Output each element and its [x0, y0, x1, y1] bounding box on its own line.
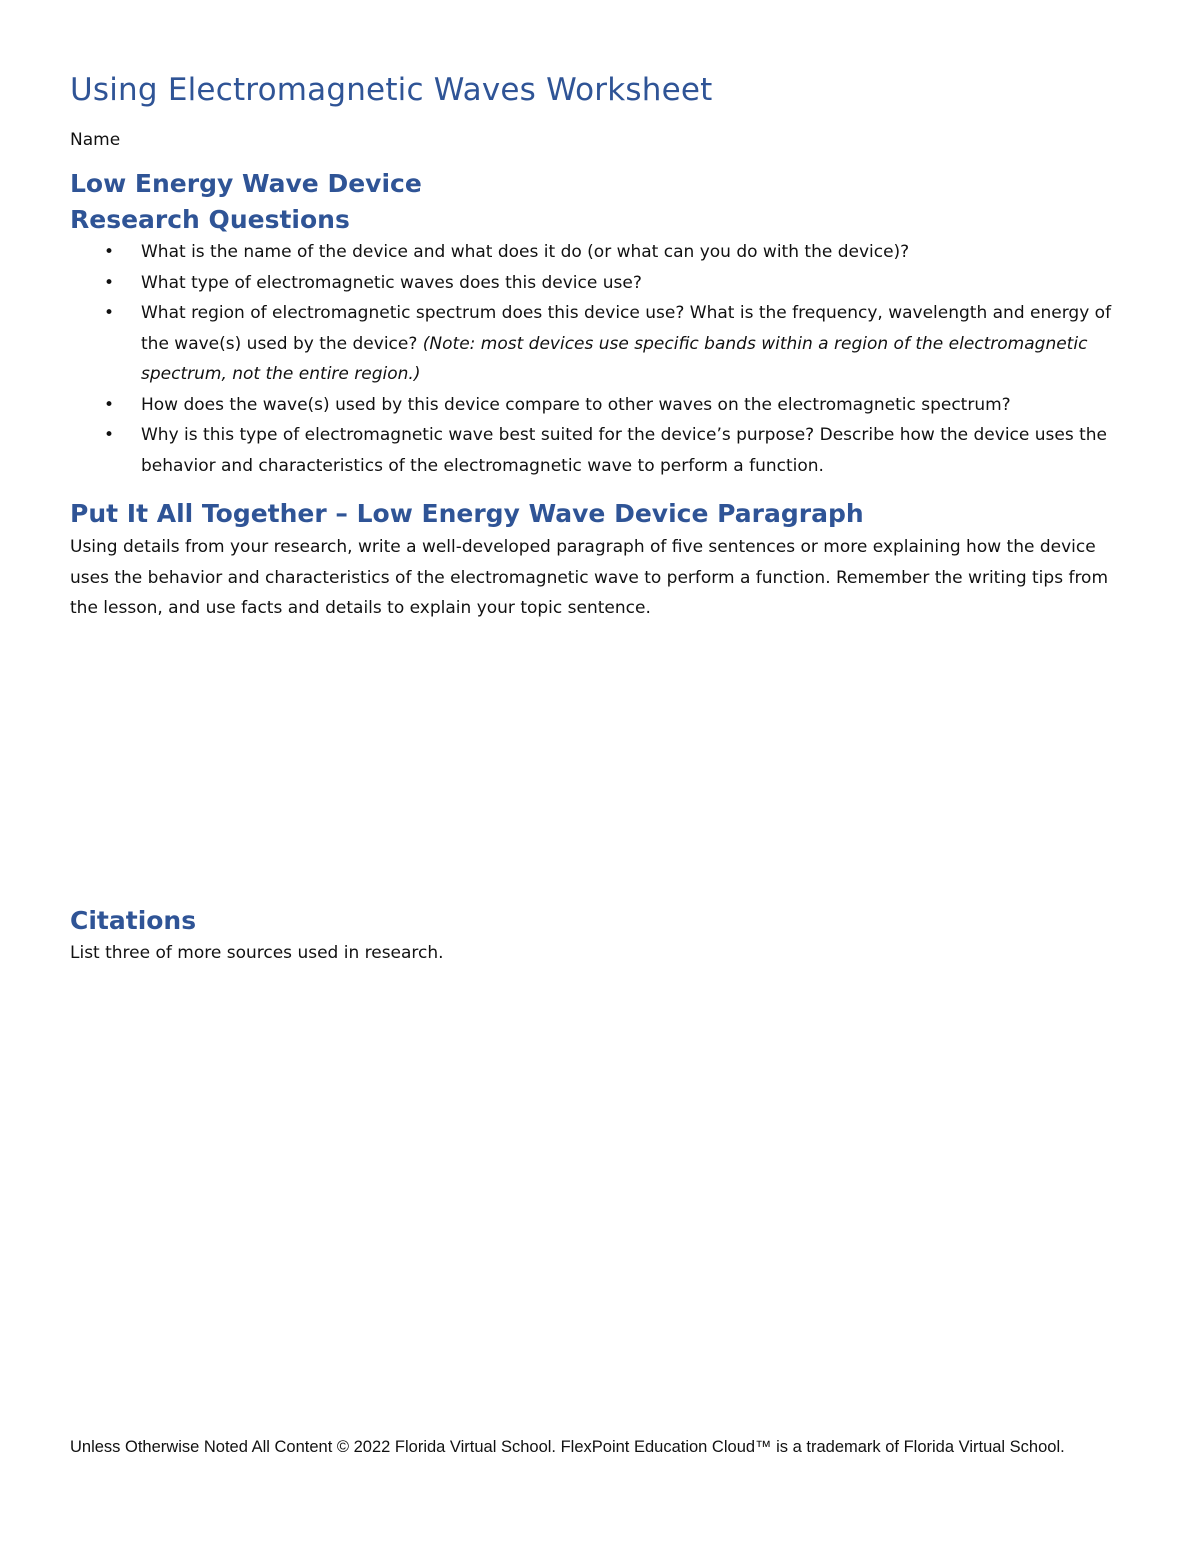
question-text: What is the name of the device and what does it do (or what can you do with the device)? [141, 242, 910, 262]
question-text: What region of electromagnetic spectrum does this device use? What is the frequency, wavelength and energy of the wave(s) used by the device? [141, 303, 1112, 354]
worksheet-page [70, 0, 1134, 1553]
question-note: (Note: most devices use specific bands within a region of the electromagnetic spectrum, not the entire region.) [141, 333, 1088, 384]
bullet-icon: • [104, 425, 115, 445]
low-energy-heading: Low Energy Wave Device [70, 169, 422, 198]
copyright-footer: Unless Otherwise Noted All Content © 2022 Florida Virtual School. FlexPoint Education Cloud™ is a trademark of Florida Virtual School. [70, 1438, 1065, 1456]
paragraph-heading: Put It All Together – Low Energy Wave Device Paragraph [70, 499, 864, 528]
bullet-icon: • [104, 394, 115, 415]
question-text: Why is this type of electromagnetic wave best suited for the device’s purpose? Describe how the device uses the behavior and characteristics of the electromagnetic wave to perform a function. [141, 425, 1108, 476]
paragraph-instructions: Using details from your research, write a well-developed paragraph of five sentences or more explaining how the device uses the behavior and characteristics of the electromagnetic wave to perform a function. Remember the writing tips from the lesson, and use facts and details to explain your topic sentence. [70, 537, 1109, 618]
bullet-icon: • [104, 272, 115, 293]
list-item [70, 268, 1134, 299]
bullet-icon: • [104, 242, 115, 262]
question-text: How does the wave(s) used by this device compare to other waves on the electromagnetic spectrum? [141, 394, 1011, 415]
bullet-icon: • [104, 303, 115, 323]
citations-instructions: List three of more sources used in research. [70, 943, 444, 963]
research-questions-list [70, 237, 1134, 481]
list-item [70, 237, 1134, 268]
list-item [70, 390, 1134, 421]
name-label: Name [70, 130, 121, 150]
list-item [70, 420, 1134, 481]
low-energy-section-header [70, 166, 422, 238]
document-title: Using Electromagnetic Waves Worksheet [70, 72, 713, 108]
question-text: What type of electromagnetic waves does this device use? [141, 272, 642, 293]
list-item [70, 298, 1134, 390]
research-questions-heading: Research Questions [70, 205, 350, 234]
citations-heading: Citations [70, 906, 197, 935]
